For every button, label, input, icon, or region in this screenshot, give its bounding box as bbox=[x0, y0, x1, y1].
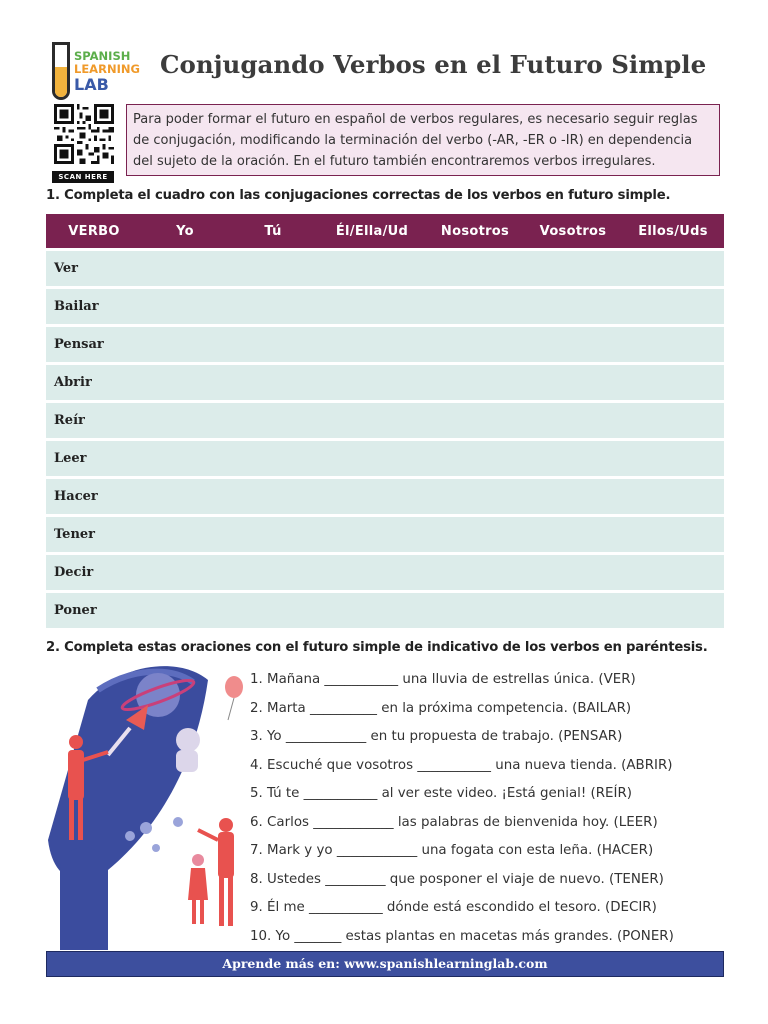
test-tube-icon bbox=[52, 42, 70, 100]
table-row[interactable] bbox=[46, 555, 724, 590]
table-header bbox=[46, 214, 724, 248]
verb-cell: Ver bbox=[54, 261, 79, 276]
conjugation-table bbox=[46, 214, 724, 628]
table-row[interactable] bbox=[46, 441, 724, 476]
exercise-2-sentences bbox=[250, 666, 725, 951]
header-tu: Tú bbox=[264, 223, 282, 239]
sentence-item: 9. Él me ___________ dónde está escondido el tesoro. (DECIR) bbox=[250, 900, 657, 915]
table-row[interactable] bbox=[46, 593, 724, 628]
page-title: Conjugando Verbos en el Futuro Simple bbox=[160, 50, 707, 79]
exercise-2-instruction: 2. Completa estas oraciones con el futuro simple de indicativo de los verbos en paréntesis. bbox=[46, 640, 708, 655]
logo-line-3: LAB bbox=[74, 75, 109, 94]
table-row[interactable] bbox=[46, 365, 724, 400]
qr-code-icon bbox=[54, 104, 114, 164]
sentence-item: 4. Escuché que vosotros ___________ una nueva tienda. (ABRIR) bbox=[250, 757, 673, 773]
header-nosotros: Nosotros bbox=[440, 223, 510, 239]
logo-line-2: LEARNING bbox=[74, 62, 140, 76]
sentence-item: 7. Mark y yo ____________ una fogata con esta leña. (HACER) bbox=[250, 843, 654, 858]
header-ellos-uds: Ellos/Uds bbox=[638, 223, 708, 239]
verb-cell: Bailar bbox=[54, 299, 99, 314]
sentence-item: 6. Carlos ____________ las palabras de bienvenida hoy. (LEER) bbox=[250, 814, 658, 830]
sentence-item: 3. Yo ____________ en tu propuesta de trabajo. (PENSAR) bbox=[250, 729, 623, 744]
verb-cell: Pensar bbox=[54, 337, 104, 352]
table-row[interactable] bbox=[46, 327, 724, 362]
verb-cell: Reír bbox=[54, 413, 85, 428]
table-row[interactable] bbox=[46, 479, 724, 514]
exercise-1-instruction: 1. Completa el cuadro con las conjugaciones correctas de los verbos en futuro simple. bbox=[46, 188, 671, 203]
logo bbox=[48, 42, 160, 102]
footer-link[interactable]: Aprende más en: www.spanishlearninglab.com bbox=[46, 951, 724, 977]
sentence-item: 2. Marta __________ en la próxima competencia. (BAILAR) bbox=[250, 700, 632, 716]
verb-cell: Poner bbox=[54, 603, 97, 618]
verb-cell: Hacer bbox=[54, 489, 98, 504]
table-row[interactable] bbox=[46, 517, 724, 552]
verb-cell: Tener bbox=[54, 527, 96, 542]
sentence-item: 10. Yo _______ estas plantas en macetas más grandes. (PONER) bbox=[250, 928, 674, 944]
space-illustration bbox=[48, 660, 248, 950]
scan-here-label: SCAN HERE bbox=[52, 171, 114, 183]
header-vosotros: Vosotros bbox=[539, 223, 607, 239]
sentence-item: 8. Ustedes _________ que posponer el viaje de nuevo. (TENER) bbox=[250, 871, 664, 887]
table-row[interactable] bbox=[46, 251, 724, 286]
logo-line-1: SPANISH bbox=[74, 49, 131, 63]
header-yo: Yo bbox=[176, 223, 194, 239]
header-el-ella-ud: Él/Ella/Ud bbox=[335, 223, 409, 239]
verb-cell: Abrir bbox=[54, 375, 92, 390]
header-verbo: VERBO bbox=[68, 223, 120, 239]
verb-cell: Leer bbox=[54, 451, 87, 466]
verb-cell: Decir bbox=[54, 565, 94, 580]
intro-box: Para poder formar el futuro en español de verbos regulares, es necesario seguir reglas de conjugación, modificando la terminación del verbo (-AR, -ER o -IR) en dependencia del sujeto de la oración. En el futuro también encontraremos verbos irregulares. bbox=[126, 104, 720, 176]
table-row[interactable] bbox=[46, 403, 724, 438]
sentence-item: 5. Tú te ___________ al ver este video. ¡Está genial! (REÍR) bbox=[250, 786, 632, 801]
qr-code bbox=[52, 104, 116, 182]
table-row[interactable] bbox=[46, 289, 724, 324]
sentence-item: 1. Mañana ___________ una lluvia de estrellas única. (VER) bbox=[250, 672, 636, 687]
